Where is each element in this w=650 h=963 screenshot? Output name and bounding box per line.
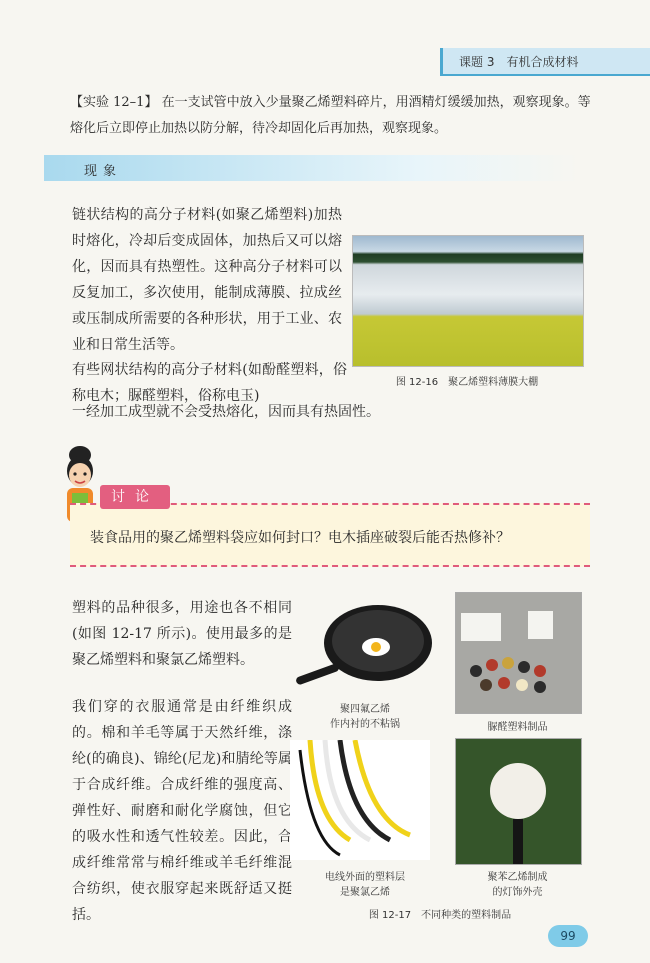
phenomenon-label: 现象 <box>84 164 123 179</box>
paragraph-plastics: 塑料的品种很多，用途也各不相同(如图 12-17 所示)。使用最多的是聚乙烯塑料和聚氯乙烯塑料。 <box>72 600 292 668</box>
greenhouse-photo <box>352 235 584 367</box>
figure-12-16-caption: 图 12-16 聚乙烯塑料薄膜大棚 <box>395 377 539 388</box>
urea-resin-caption: 脲醛塑料制品 <box>487 722 548 733</box>
urea-resin-products-image <box>455 592 582 714</box>
phenomenon-bar <box>44 155 579 181</box>
lamp-caption: 聚苯乙烯制成 的灯饰外壳 <box>487 872 548 898</box>
discussion-question: 装食品用的聚乙烯塑料袋应如何封口？电木插座破裂后能否热修补？ <box>90 530 510 546</box>
experiment-text: 【实验 12–1】 在一支试管中放入少量聚乙烯塑料碎片，用酒精灯缓缓加热，观察现象。等熔化后立即停止加热以防分解，待冷却固化后再加热，观察现象。 <box>70 95 591 136</box>
page-number: 99 <box>548 925 588 947</box>
cables-image <box>290 740 430 860</box>
paragraph-thermoset: 有些网状结构的高分子材料(如酚醛塑料，俗称电木；脲醛塑料，俗称电玉) <box>72 362 347 404</box>
header-bar <box>440 48 650 74</box>
lamp-image <box>455 738 582 865</box>
paragraph-thermoplastic: 链状结构的高分子材料(如聚乙烯塑料)加热时熔化，冷却后变成固体，加热后又可以熔化，因而具有热塑性。这种高分子材料可以反复加工，多次使用，能制成薄膜、拉成丝或压制成所需要的各种形状，用于工业、农业和日常生活等。 <box>72 207 342 353</box>
discussion-tag: 讨论 <box>100 485 170 509</box>
pan-caption: 聚四氟乙烯 作内衬的不粘锅 <box>330 704 400 730</box>
paragraph-fibers: 我们穿的衣服通常是由纤维织成的。棉和羊毛等属于天然纤维，涤纶(的确良)、锦纶(尼龙)和腈纶等属于合成纤维。合成纤维的强度高、弹性好、耐磨和耐化学腐蚀，但它的吸水性和透气性较差。因此，合成纤维常常与棉纤维或羊毛纤维混合纺织，使衣服穿起来既舒适又挺括。 <box>72 699 292 923</box>
nonstick-pan-image <box>290 595 435 695</box>
paragraph-thermoset-end: 一经加工成型就不会受热熔化，因而具有热固性。 <box>72 404 380 420</box>
cable-caption: 电线外面的塑料层 是聚氯乙烯 <box>325 872 405 898</box>
figure-12-17-caption: 图 12-17 不同种类的塑料制品 <box>368 910 512 921</box>
section-title: 课题 3 有机合成材料 <box>459 55 579 69</box>
header-rule <box>440 74 650 76</box>
